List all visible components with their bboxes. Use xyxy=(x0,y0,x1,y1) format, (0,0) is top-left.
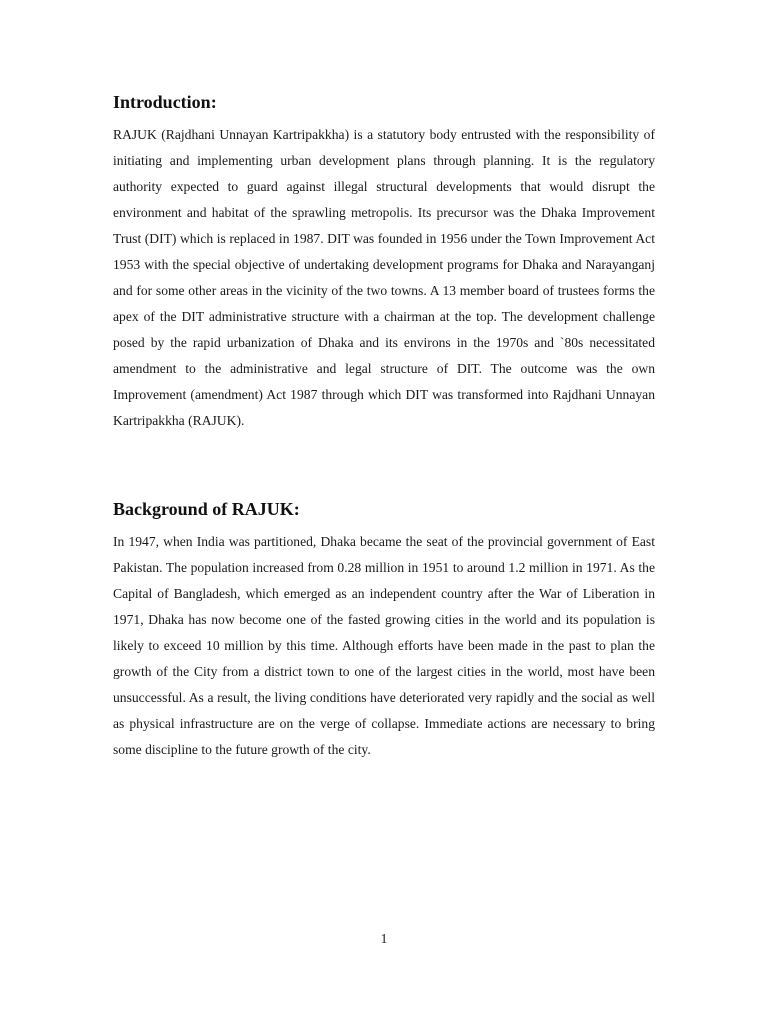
background-heading: Background of RAJUK: xyxy=(113,499,300,519)
introduction-heading: Introduction: xyxy=(113,92,217,112)
background-section xyxy=(113,498,655,763)
background-paragraph: In 1947, when India was partitioned, Dhaka became the seat of the provincial government of East Pakistan. The population increased from 0.28 million in 1951 to around 1.2 million in 1971. As the Capital of Bangladesh, which emerged as an independent country after the War of Liberation in 1971, Dhaka has now become one of the fasted growing cities in the world and its population is likely to exceed 10 million by this time. Although efforts have been made in the past to plan the growth of the City from a district town to one of the largest cities in the world, most have been unsuccessful. As a result, the living conditions have deteriorated very rapidly and the social as well as physical infrastructure are on the verge of collapse. Immediate actions are necessary to bring some discipline to the future growth of the city. xyxy=(113,534,655,757)
introduction-section xyxy=(113,91,655,434)
page-number: 1 xyxy=(380,931,388,946)
introduction-paragraph: RAJUK (Rajdhani Unnayan Kartripakkha) is a statutory body entrusted with the responsibility of initiating and implementing urban development plans through planning. It is the regulatory authority expected to guard against illegal structural developments that would disrupt the environment and habitat of the sprawling metropolis. Its precursor was the Dhaka Improvement Trust (DIT) which is replaced in 1987. DIT was founded in 1956 under the Town Improvement Act 1953 with the special objective of undertaking development programs for Dhaka and Narayanganj and for some other areas in the vicinity of the two towns. A 13 member board of trustees forms the apex of the DIT administrative structure with a chairman at the top. The development challenge posed by the rapid urbanization of Dhaka and its environs in the 1970s and `80s necessitated amendment to the administrative and legal structure of DIT. The outcome was the own Improvement (amendment) Act 1987 through which DIT was transformed into Rajdhani Unnayan Kartripakkha (RAJUK). xyxy=(113,127,655,428)
